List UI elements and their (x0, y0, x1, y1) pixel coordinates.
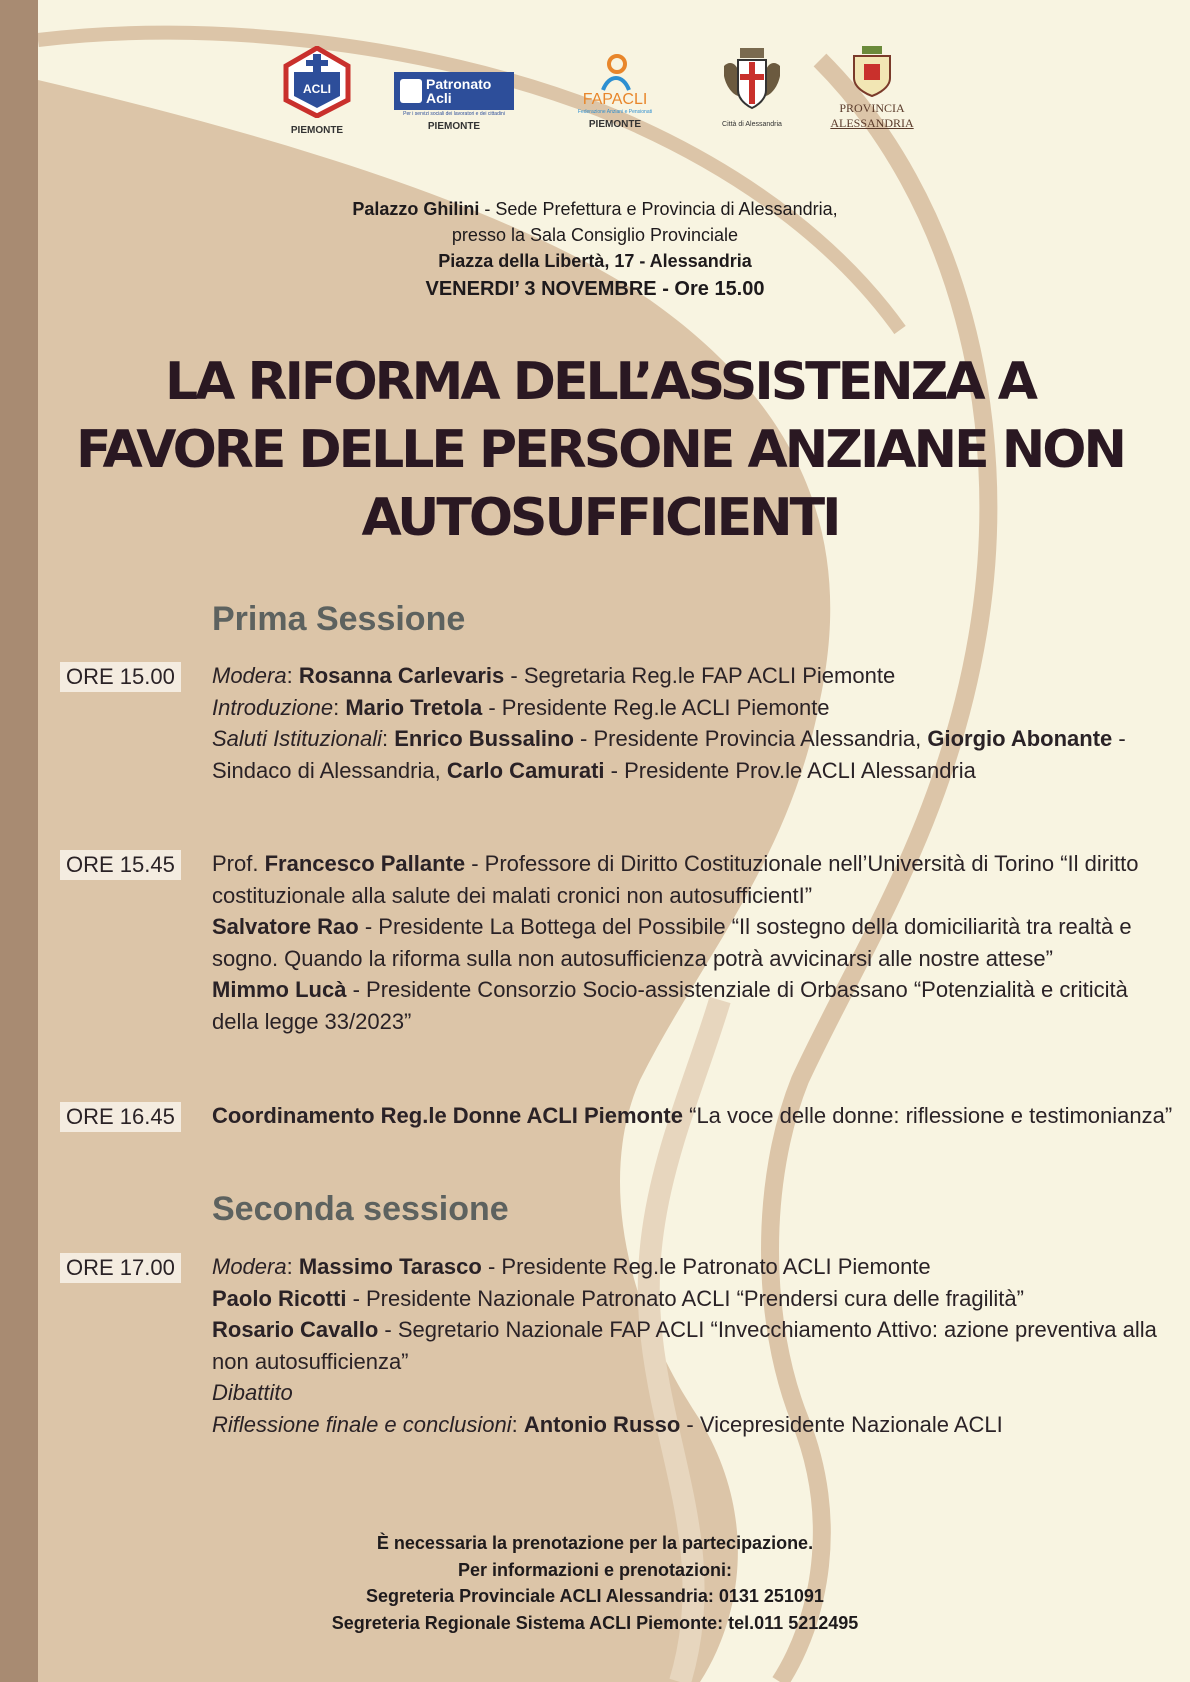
dibattito (212, 1377, 1178, 1409)
name-camurati: Carlo Camurati (446, 757, 605, 783)
slot-1500-saluti: Saluti Istituzionali: Enrico Bussalino - Presidente Provincia Alessandria, Giorgio Abonante - Sindaco di Alessandria, Carlo Camurati - Presidente Prov.le ACLI Alessandria (212, 726, 1126, 783)
venue-block (0, 196, 1190, 304)
speaker-cavallo (212, 1314, 1178, 1377)
name-tretola: Mario Tretola (345, 694, 483, 720)
footer-info-label: Per informazioni e prenotazioni: (457, 1559, 733, 1580)
fap-acli-logo (570, 46, 660, 130)
conclusioni: Riflessione finale e conclusioni: Antonio Russo - Vicepresidente Nazionale ACLI (212, 1411, 1003, 1437)
svg-text:ACLI: ACLI (303, 82, 331, 96)
text-luca: - Presidente Consorzio Socio-assistenziale di Orbassano “Potenzialità e criticità della legge 33/2023” (212, 977, 1128, 1034)
footer-provincial-phone: Segreteria Provinciale ACLI Alessandria: 0131 251091 (366, 1586, 824, 1606)
role-russo: - Vicepresidente Nazionale ACLI (680, 1411, 1003, 1437)
event-date: VENERDI’ 3 NOVEMBRE - Ore 15.00 (425, 278, 765, 300)
slot-time-badge: ORE 17.00 (60, 1253, 181, 1283)
title-line-1: LA RIFORMA DELL’ASSISTENZA A (165, 352, 1035, 412)
acli-shield-icon (282, 46, 352, 118)
acli-logo-caption: PIEMONTE (290, 125, 344, 136)
venue-line-2: presso la Sala Consiglio Provinciale (451, 225, 739, 245)
name-pallante: Francesco Pallante (264, 851, 466, 876)
label-modera: Modera (212, 1254, 287, 1279)
role-bussalino: - Presidente Provincia Alessandria, (573, 726, 928, 751)
venue-address: Piazza della Libertà, 17 - Alessandria (438, 251, 752, 271)
slot-time-badge: ORE 15.00 (60, 662, 181, 692)
patronato-logo-caption: PIEMONTE (427, 121, 481, 132)
citta-alessandria-logo (712, 46, 792, 128)
slot-time-badge: ORE 15.45 (60, 850, 181, 880)
role-abonante: - Sindaco di Alessandria, (212, 726, 1126, 783)
role-tarasco: - Presidente Reg.le Patronato ACLI Piemonte (481, 1254, 931, 1279)
name-luca: Mimmo Lucà (212, 977, 347, 1002)
text-ricotti: - Presidente Nazionale Patronato ACLI “Prendersi cura delle fragilità” (346, 1285, 1024, 1311)
text-coordinamento: “La voce delle donne: riflessione e testimonianza” (683, 1103, 1173, 1128)
role-camurati: - Presidente Prov.le ACLI Alessandria (604, 757, 976, 783)
acli-logo (282, 46, 352, 136)
footer-regional-phone: Segreteria Regionale Sistema ACLI Piemonte: tel.011 5212495 (331, 1612, 859, 1633)
venue-palace: Palazzo Ghilini (352, 199, 480, 219)
text-cavallo: - Segretario Nazionale FAP ACLI “Invecchiamento Attivo: azione preventiva alla non autosufficienza” (212, 1317, 1157, 1374)
speaker-ricotti (212, 1283, 1178, 1315)
logo-bar (270, 46, 920, 146)
name-bussalino: Enrico Bussalino (394, 726, 574, 751)
event-title (60, 348, 1140, 552)
speaker-rao (212, 911, 1178, 974)
fap-logo-text: FAPACLI (582, 91, 648, 108)
patronato-logo-text: Patronato Acli (426, 76, 492, 106)
name-coordinamento: Coordinamento Reg.le Donne ACLI Piemonte (212, 1103, 683, 1128)
role-tretola: - Presidente Reg.le ACLI Piemonte (482, 694, 830, 720)
title-line-2: FAVORE DELLE PERSONE ANZIANE NON (76, 420, 1124, 480)
label-modera: Modera (212, 663, 287, 688)
prefix-prof: Prof. (212, 851, 265, 876)
patronato-emblem-icon (400, 79, 422, 103)
slot-1500-moderator: Modera: Rosanna Carlevaris - Segretaria Reg.le FAP ACLI Piemonte (212, 663, 896, 688)
slot-time-badge: ORE 16.45 (60, 1102, 181, 1132)
name-rao: Salvatore Rao (212, 914, 359, 939)
provincia-crest-icon (850, 46, 894, 98)
speaker-pallante (212, 848, 1178, 911)
name-tarasco: Massimo Tarasco (298, 1254, 482, 1279)
label-conclusioni: Riflessione finale e conclusioni (212, 1411, 512, 1437)
name-abonante: Giorgio Abonante (927, 726, 1113, 751)
patronato-logo-sub: Per i servizi sociali dei lavoratori e dei cittadini (403, 111, 505, 117)
speaker-luca (212, 974, 1178, 1037)
slot-1500-text (212, 660, 1178, 786)
provincia-logo-text: PROVINCIA (839, 101, 905, 115)
fap-logo-caption: PIEMONTE (588, 119, 642, 130)
label-saluti: Saluti Istituzionali (212, 726, 382, 751)
citta-logo-caption: Città di Alessandria (722, 121, 782, 128)
fap-logo-sub: Federazione Anziani e Pensionati (577, 109, 653, 115)
venue-line-1 (0, 196, 1190, 222)
slot-1700-text (212, 1251, 1178, 1440)
text-pallante: - Professore di Diritto Costituzionale nell’Università di Torino “Il diritto costituzionale alla salute dei malati cronici non autosufficientI” (212, 851, 1139, 908)
patronato-logo-box (394, 72, 514, 110)
name-ricotti: Paolo Ricotti (212, 1285, 347, 1311)
name-cavallo: Rosario Cavallo (212, 1317, 379, 1342)
role-carlevaris: - Segretaria Reg.le FAP ACLI Piemonte (504, 663, 896, 688)
title-line-3: AUTOSUFFICIENTI (361, 488, 839, 548)
patronato-acli-logo (394, 46, 514, 132)
label-introduzione: Introduzione (212, 694, 334, 720)
session-heading-second: Seconda sessione (212, 1190, 509, 1228)
name-carlevaris: Rosanna Carlevaris (298, 663, 505, 688)
footer-info (0, 1530, 1190, 1636)
venue-line-1-rest: - Sede Prefettura e Provincia di Alessandria, (479, 199, 838, 219)
slot-1645-text (212, 1100, 1178, 1132)
footer-booking-required: È necessaria la prenotazione per la partecipazione. (376, 1533, 814, 1553)
slot-1545-text (212, 848, 1178, 1037)
text-rao: - Presidente La Bottega del Possibile “Il sostegno della domiciliarità tra realtà e sogno. Quando la riforma sulla non autosufficienza potrà avvicinarsi alle nostre attese” (212, 914, 1132, 971)
name-russo: Antonio Russo (523, 1411, 681, 1437)
provincia-logo-caption: ALESSANDRIA (830, 116, 914, 130)
label-dibattito: Dibattito (212, 1380, 293, 1405)
speaker-coordinamento (212, 1100, 1178, 1132)
slot-1500-intro: Introduzione: Mario Tretola - Presidente Reg.le ACLI Piemonte (212, 694, 830, 720)
provincia-alessandria-logo (830, 46, 914, 131)
fap-figure-icon (595, 54, 635, 94)
slot-1700-moderator: Modera: Massimo Tarasco - Presidente Reg.le Patronato ACLI Piemonte (212, 1254, 931, 1279)
session-heading-first: Prima Sessione (212, 600, 466, 638)
citta-crest-icon (720, 46, 784, 114)
